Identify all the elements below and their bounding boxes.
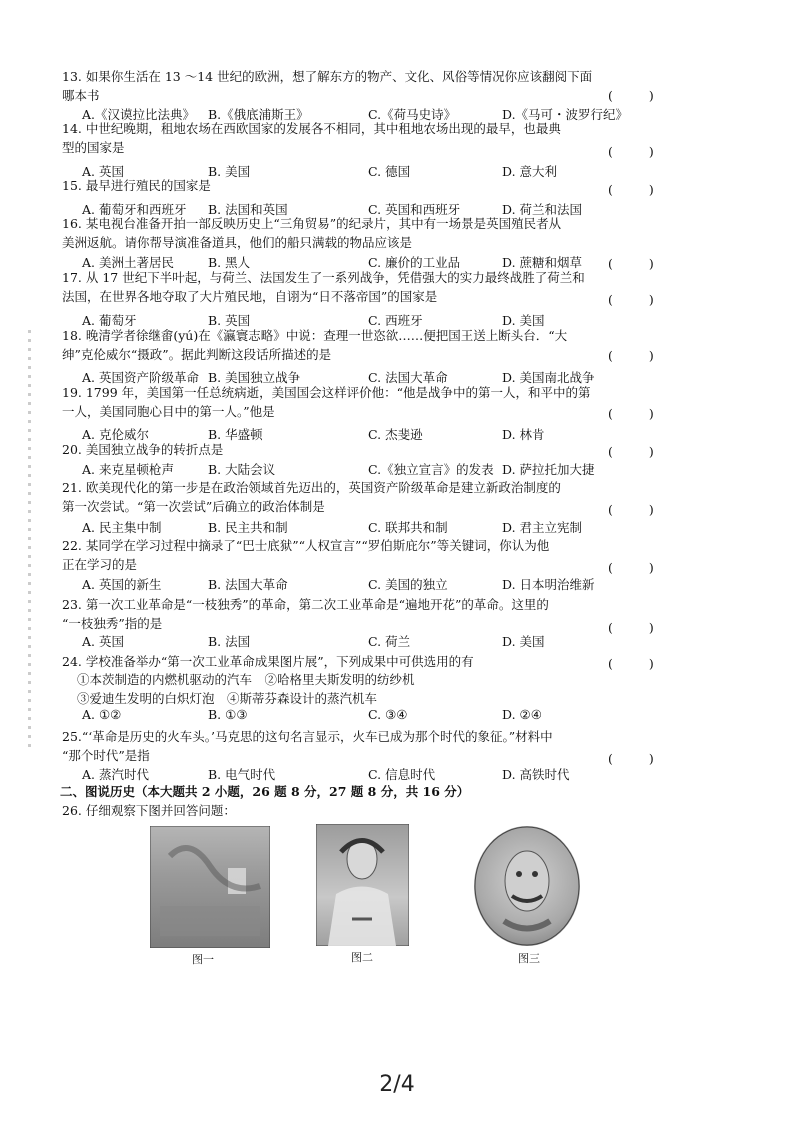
option-c: C. 德国 — [368, 164, 411, 179]
option-d: D. 荷兰和法国 — [502, 202, 583, 217]
question-stem-line: 20. 美国独立战争的转折点是 — [62, 442, 224, 457]
question-stem-line: 17. 从 17 世纪下半叶起，与荷兰、法国发生了一系列战争，凭借强大的实力最终战胜了荷兰和 — [62, 270, 585, 285]
question-stem-line: 绅”克伦威尔“摄政”。据此判断这段话所描述的是 — [62, 347, 332, 362]
option-c: C.《独立宣言》的发表 — [368, 462, 494, 477]
question-21-stem — [62, 478, 662, 516]
option-d: D. 君主立宪制 — [502, 520, 583, 535]
question-22-stem — [62, 536, 662, 574]
question-stem-line: 21. 欧美现代化的第一步是在政治领域首先迈出的，英国资产阶级革命是建立新政治制度的 — [62, 480, 561, 495]
option-a: A. 英国资产阶级革命 — [82, 370, 199, 385]
answer-blank: ( ) — [608, 406, 670, 421]
question-18-stem — [62, 326, 662, 364]
question-stem-line: 法国，在世界各地夺取了大片殖民地，自诩为“日不落帝国”的国家是 — [62, 289, 438, 304]
answer-blank: ( ) — [608, 560, 670, 575]
option-b: B. 电气时代 — [208, 767, 276, 782]
option-c: C. ③④ — [368, 707, 408, 722]
options-row — [82, 575, 622, 594]
option-d: D. ②④ — [502, 707, 542, 722]
option-d: D. 美国南北战争 — [502, 370, 595, 385]
option-a: A.《汉谟拉比法典》 — [82, 107, 196, 122]
scan-edge-mark — [28, 330, 31, 750]
options-row — [82, 460, 622, 479]
answer-blank: ( ) — [608, 620, 670, 635]
option-a: A. 民主集中制 — [82, 520, 162, 535]
option-a: A. 来克星顿枪声 — [82, 462, 174, 477]
figure-1-image — [150, 826, 270, 948]
option-b: B. 华盛顿 — [208, 427, 263, 442]
option-d: D.《马可・波罗行纪》 — [502, 107, 629, 122]
figure-2-caption: 图二 — [351, 951, 373, 964]
answer-blank: ( ) — [608, 751, 670, 766]
option-a: A. 葡萄牙和西班牙 — [82, 202, 187, 217]
answer-blank: ( ) — [608, 256, 670, 271]
figure-2-drawing — [316, 824, 409, 946]
option-a: A. 美洲土著居民 — [82, 255, 174, 270]
option-d: D. 高铁时代 — [502, 767, 570, 782]
answer-blank: ( ) — [608, 348, 670, 363]
answer-blank: ( ) — [608, 656, 670, 671]
question-stem-line: 18. 晚清学者徐继畬(yú)在《瀛寰志略》中说：查理一世恣欲……便把国王送上断头台．“大 — [62, 328, 568, 343]
options-row — [82, 632, 622, 651]
figure-1-drawing — [150, 826, 270, 948]
question-stem-line: 第一次尝试。“第一次尝试”后确立的政治体制是 — [62, 499, 325, 514]
question-stem-line: 一人，美国同胞心目中的第一人。”他是 — [62, 404, 275, 419]
option-a: A. ①② — [82, 707, 122, 722]
question-stem-line: 23. 第一次工业革命是“一枝独秀”的革命，第二次工业革命是“遍地开花”的革命。这里的 — [62, 597, 549, 612]
option-a: A. 英国 — [82, 634, 124, 649]
option-c: C. 杰斐逊 — [368, 427, 423, 442]
question-19-stem — [62, 383, 662, 421]
option-b: B. 英国 — [208, 313, 251, 328]
question-stem-line: 25.“‘革命是历史的火车头。’马克思的这句名言显示，火车已成为那个时代的象征。”材料中 — [62, 729, 553, 744]
question-stem-line: 型的国家是 — [62, 140, 125, 155]
answer-blank: ( ) — [608, 182, 670, 197]
option-d: D. 蔗糖和烟草 — [502, 255, 583, 270]
question-stem-line: 24. 学校准备举办“第一次工业革命成果图片展”，下列成果中可供选用的有 — [62, 654, 474, 669]
question-sub-item: ①本茨制造的内燃机驱动的汽车 ②哈格里夫斯发明的纺纱机 — [77, 672, 415, 687]
question-stem-line: 22. 某同学在学习过程中摘录了“巴士底狱”“人权宣言”“罗伯斯庇尔”等关键词，你认为他 — [62, 538, 550, 553]
options-row — [82, 518, 622, 537]
option-a: A. 葡萄牙 — [82, 313, 137, 328]
question-14-stem — [62, 119, 662, 157]
option-d: D. 萨拉托加大捷 — [502, 462, 595, 477]
question-stem-line: 19. 1799 年，美国第一任总统病逝，美国国会这样评价他：“他是战争中的第一人，和平中的第 — [62, 385, 591, 400]
option-b: B. 美国独立战争 — [208, 370, 301, 385]
option-d: D. 林肯 — [502, 427, 545, 442]
option-c: C. 信息时代 — [368, 767, 436, 782]
option-d: D. 美国 — [502, 313, 545, 328]
question-16-stem — [62, 214, 662, 252]
question-20-stem — [62, 440, 662, 459]
figure-3-caption: 图三 — [518, 952, 540, 965]
question-23-stem — [62, 595, 662, 633]
option-d: D. 日本明治维新 — [502, 577, 595, 592]
option-b: B. 黑人 — [208, 255, 251, 270]
question-24-stem — [62, 652, 662, 671]
figure-2-image — [316, 824, 409, 946]
question-stem-line: 15. 最早进行殖民的国家是 — [62, 178, 211, 193]
question-15-stem — [62, 176, 662, 195]
section-title: 二、图说历史（本大题共 2 小题，26 题 8 分，27 题 8 分，共 16 分） — [60, 784, 470, 799]
question-stem-line: 14. 中世纪晚期，租地农场在西欧国家的发展各不相同，其中租地农场出现的最早，也最典 — [62, 121, 561, 136]
option-b: B.《俄底浦斯王》 — [208, 107, 309, 122]
option-d: D. 美国 — [502, 634, 545, 649]
option-b: B. 大陆会议 — [208, 462, 276, 477]
option-a: A. 蒸汽时代 — [82, 767, 149, 782]
figure-3-drawing — [474, 826, 580, 946]
question-stem-line: 正在学习的是 — [62, 557, 138, 572]
question-stem-line: 美洲返航。请你帮导演准备道具，他们的船只满载的物品应该是 — [62, 235, 413, 250]
option-c: C. 荷兰 — [368, 634, 411, 649]
options-row — [82, 707, 622, 726]
question-13-stem — [62, 67, 662, 105]
option-d: D. 意大利 — [502, 164, 558, 179]
question-stem-line: “一枝独秀”指的是 — [62, 616, 163, 631]
question-stem-line: 哪本书 — [62, 88, 100, 103]
option-c: C. 廉价的工业品 — [368, 255, 461, 270]
answer-blank: ( ) — [608, 292, 670, 307]
question-17-stem — [62, 268, 662, 306]
option-b: B. 法国 — [208, 634, 251, 649]
question-26-stem: 26. 仔细观察下图并回答问题： — [62, 803, 236, 818]
option-b: B. 民主共和制 — [208, 520, 288, 535]
page-number: 2/4 — [379, 1072, 415, 1097]
question-25-stem — [62, 727, 662, 765]
option-b: B. ①③ — [208, 707, 248, 722]
answer-blank: ( ) — [608, 444, 670, 459]
answer-blank: ( ) — [608, 144, 670, 159]
option-c: C.《荷马史诗》 — [368, 107, 457, 122]
question-sub-item: ③爱迪生发明的白炽灯泡 ④斯蒂芬森设计的蒸汽机车 — [77, 691, 378, 706]
answer-blank: ( ) — [608, 502, 670, 517]
option-a: A. 克伦威尔 — [82, 427, 149, 442]
question-stem-line: “那个时代”是指 — [62, 748, 150, 763]
option-b: B. 法国和英国 — [208, 202, 288, 217]
option-c: C. 西班牙 — [368, 313, 423, 328]
option-b: B. 美国 — [208, 164, 251, 179]
figure-1-caption: 图一 — [192, 953, 214, 966]
option-c: C. 英国和西班牙 — [368, 202, 461, 217]
answer-blank: ( ) — [608, 88, 670, 103]
option-c: C. 联邦共和制 — [368, 520, 448, 535]
option-c: C. 法国大革命 — [368, 370, 448, 385]
question-stem-line: 13. 如果你生活在 13 ～14 世纪的欧洲，想了解东方的物产、文化、风俗等情况你应该翻阅下面 — [62, 69, 593, 84]
option-c: C. 美国的独立 — [368, 577, 448, 592]
option-a: A. 英国的新生 — [82, 577, 162, 592]
option-a: A. 英国 — [82, 164, 124, 179]
option-b: B. 法国大革命 — [208, 577, 288, 592]
question-stem-line: 16. 某电视台准备开拍一部反映历史上“三角贸易”的纪录片，其中有一场景是英国殖民者从 — [62, 216, 562, 231]
figure-3-image — [474, 826, 580, 946]
